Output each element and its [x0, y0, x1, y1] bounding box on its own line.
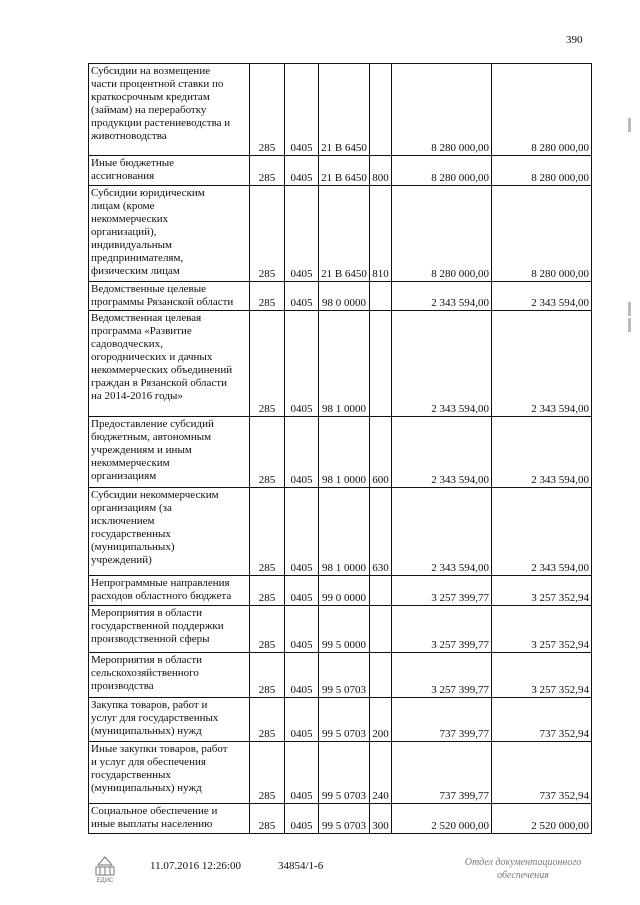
- cell-name: Иные закупки товаров, работ и услуг для обеспечения государственных (муниципальных) нужд: [89, 742, 250, 804]
- edge-mark: [628, 318, 631, 332]
- table-row: [89, 417, 592, 488]
- cell-sum-actual: 3 257 352,94: [492, 653, 592, 698]
- cell-sum-actual: 2 520 000,00: [492, 804, 592, 834]
- cell-target-article: 99 5 0000: [319, 606, 370, 653]
- cell-sum-plan: 8 280 000,00: [392, 156, 492, 186]
- footer-stamp-text: Отдел документационного обеспечения: [464, 857, 582, 881]
- cell-expense-type: [370, 606, 392, 653]
- cell-ved: 285: [250, 417, 285, 488]
- cell-ved: 285: [250, 698, 285, 742]
- cell-section: 0405: [285, 64, 319, 156]
- cell-section: 0405: [285, 311, 319, 417]
- cell-target-article: 99 5 0703: [319, 804, 370, 834]
- cell-sum-actual: 737 352,94: [492, 742, 592, 804]
- cell-section: 0405: [285, 576, 319, 606]
- cell-target-article: 99 5 0703: [319, 653, 370, 698]
- table-row: [89, 64, 592, 156]
- cell-sum-plan: 2 343 594,00: [392, 417, 492, 488]
- cell-expense-type: [370, 653, 392, 698]
- cell-target-article: 98 1 0000: [319, 417, 370, 488]
- cell-name: Мероприятия в области государственной поддержки производственной сферы: [89, 606, 250, 653]
- table-row: [89, 653, 592, 698]
- cell-expense-type: 810: [370, 186, 392, 282]
- footer-doc-number: 34854/1-6: [278, 860, 324, 872]
- edge-mark: [628, 118, 631, 132]
- cell-ved: 285: [250, 576, 285, 606]
- cell-sum-actual: 2 343 594,00: [492, 488, 592, 576]
- cell-target-article: 21 В 6450: [319, 64, 370, 156]
- cell-section: 0405: [285, 417, 319, 488]
- table-row: [89, 186, 592, 282]
- cell-sum-actual: 8 280 000,00: [492, 64, 592, 156]
- cell-name: Предоставление субсидий бюджетным, автономным учреждениям и иным некоммерческим организациям: [89, 417, 250, 488]
- cell-ved: 285: [250, 606, 285, 653]
- cell-target-article: 98 1 0000: [319, 311, 370, 417]
- cell-ved: 285: [250, 282, 285, 311]
- cell-expense-type: [370, 576, 392, 606]
- cell-section: 0405: [285, 156, 319, 186]
- cell-sum-plan: 737 399,77: [392, 698, 492, 742]
- cell-sum-actual: 8 280 000,00: [492, 156, 592, 186]
- cell-target-article: 99 5 0703: [319, 698, 370, 742]
- cell-target-article: 99 5 0703: [319, 742, 370, 804]
- cell-sum-actual: 3 257 352,94: [492, 576, 592, 606]
- cell-name: Непрограммные направления расходов областного бюджета: [89, 576, 250, 606]
- cell-name: Иные бюджетные ассигнования: [89, 156, 250, 186]
- cell-expense-type: 240: [370, 742, 392, 804]
- cell-expense-type: 600: [370, 417, 392, 488]
- cell-sum-plan: 737 399,77: [392, 742, 492, 804]
- cell-sum-plan: 8 280 000,00: [392, 64, 492, 156]
- cell-ved: 285: [250, 311, 285, 417]
- footer-datetime: 11.07.2016 12:26:00: [150, 860, 241, 872]
- cell-sum-plan: 3 257 399,77: [392, 576, 492, 606]
- cell-expense-type: 630: [370, 488, 392, 576]
- cell-sum-plan: 2 343 594,00: [392, 488, 492, 576]
- table-row: [89, 282, 592, 311]
- cell-section: 0405: [285, 488, 319, 576]
- table-row: [89, 804, 592, 834]
- cell-sum-plan: 2 343 594,00: [392, 282, 492, 311]
- cell-ved: 285: [250, 186, 285, 282]
- cell-expense-type: [370, 64, 392, 156]
- cell-sum-actual: 3 257 352,94: [492, 606, 592, 653]
- cell-ved: 285: [250, 488, 285, 576]
- table-row: [89, 156, 592, 186]
- cell-name: Субсидии некоммерческим организациям (за исключением государственных (муниципальных) учреждений): [89, 488, 250, 576]
- edis-logo-text: ЕДИС: [96, 878, 114, 883]
- cell-name: Мероприятия в области сельскохозяйственного производства: [89, 653, 250, 698]
- cell-section: 0405: [285, 606, 319, 653]
- cell-ved: 285: [250, 64, 285, 156]
- cell-name: Ведомственные целевые программы Рязанской области: [89, 282, 250, 311]
- cell-expense-type: 800: [370, 156, 392, 186]
- cell-section: 0405: [285, 804, 319, 834]
- cell-section: 0405: [285, 282, 319, 311]
- cell-sum-plan: 3 257 399,77: [392, 606, 492, 653]
- table-row: [89, 311, 592, 417]
- cell-ved: 285: [250, 653, 285, 698]
- cell-sum-plan: 3 257 399,77: [392, 653, 492, 698]
- budget-table: [88, 63, 592, 834]
- cell-ved: 285: [250, 804, 285, 834]
- cell-target-article: 99 0 0000: [319, 576, 370, 606]
- cell-ved: 285: [250, 742, 285, 804]
- cell-target-article: 98 0 0000: [319, 282, 370, 311]
- cell-name: Социальное обеспечение и иные выплаты населению: [89, 804, 250, 834]
- table-row: [89, 698, 592, 742]
- table-row: [89, 606, 592, 653]
- cell-target-article: 21 В 6450: [319, 186, 370, 282]
- table-row: [89, 576, 592, 606]
- edge-mark: [628, 302, 631, 316]
- edis-logo: [90, 855, 120, 883]
- cell-sum-plan: 8 280 000,00: [392, 186, 492, 282]
- cell-section: 0405: [285, 698, 319, 742]
- cell-name: Субсидии на возмещение части процентной ставки по краткосрочным кредитам (займам) на переработку продукции растениеводства и животноводства: [89, 64, 250, 156]
- footer-stamp: [448, 856, 598, 882]
- cell-name: Ведомственная целевая программа «Развитие садоводческих, огороднических и дачных некоммерческих объединений граждан в Рязанской области на 2014-2016 годы»: [89, 311, 250, 417]
- cell-sum-actual: 737 352,94: [492, 698, 592, 742]
- cell-name: Субсидии юридическим лицам (кроме некоммерческих организаций), индивидуальным предпринимателям, физическим лицам: [89, 186, 250, 282]
- cell-sum-actual: 2 343 594,00: [492, 282, 592, 311]
- cell-section: 0405: [285, 653, 319, 698]
- cell-target-article: 98 1 0000: [319, 488, 370, 576]
- cell-sum-actual: 8 280 000,00: [492, 186, 592, 282]
- cell-sum-plan: 2 343 594,00: [392, 311, 492, 417]
- cell-ved: 285: [250, 156, 285, 186]
- table-row: [89, 488, 592, 576]
- cell-expense-type: 300: [370, 804, 392, 834]
- cell-section: 0405: [285, 742, 319, 804]
- cell-sum-actual: 2 343 594,00: [492, 311, 592, 417]
- cell-expense-type: [370, 282, 392, 311]
- cell-sum-actual: 2 343 594,00: [492, 417, 592, 488]
- cell-target-article: 21 В 6450: [319, 156, 370, 186]
- page-number: 390: [566, 34, 583, 46]
- cell-section: 0405: [285, 186, 319, 282]
- cell-expense-type: 200: [370, 698, 392, 742]
- table-row: [89, 742, 592, 804]
- cell-name: Закупка товаров, работ и услуг для государственных (муниципальных) нужд: [89, 698, 250, 742]
- cell-expense-type: [370, 311, 392, 417]
- cell-sum-plan: 2 520 000,00: [392, 804, 492, 834]
